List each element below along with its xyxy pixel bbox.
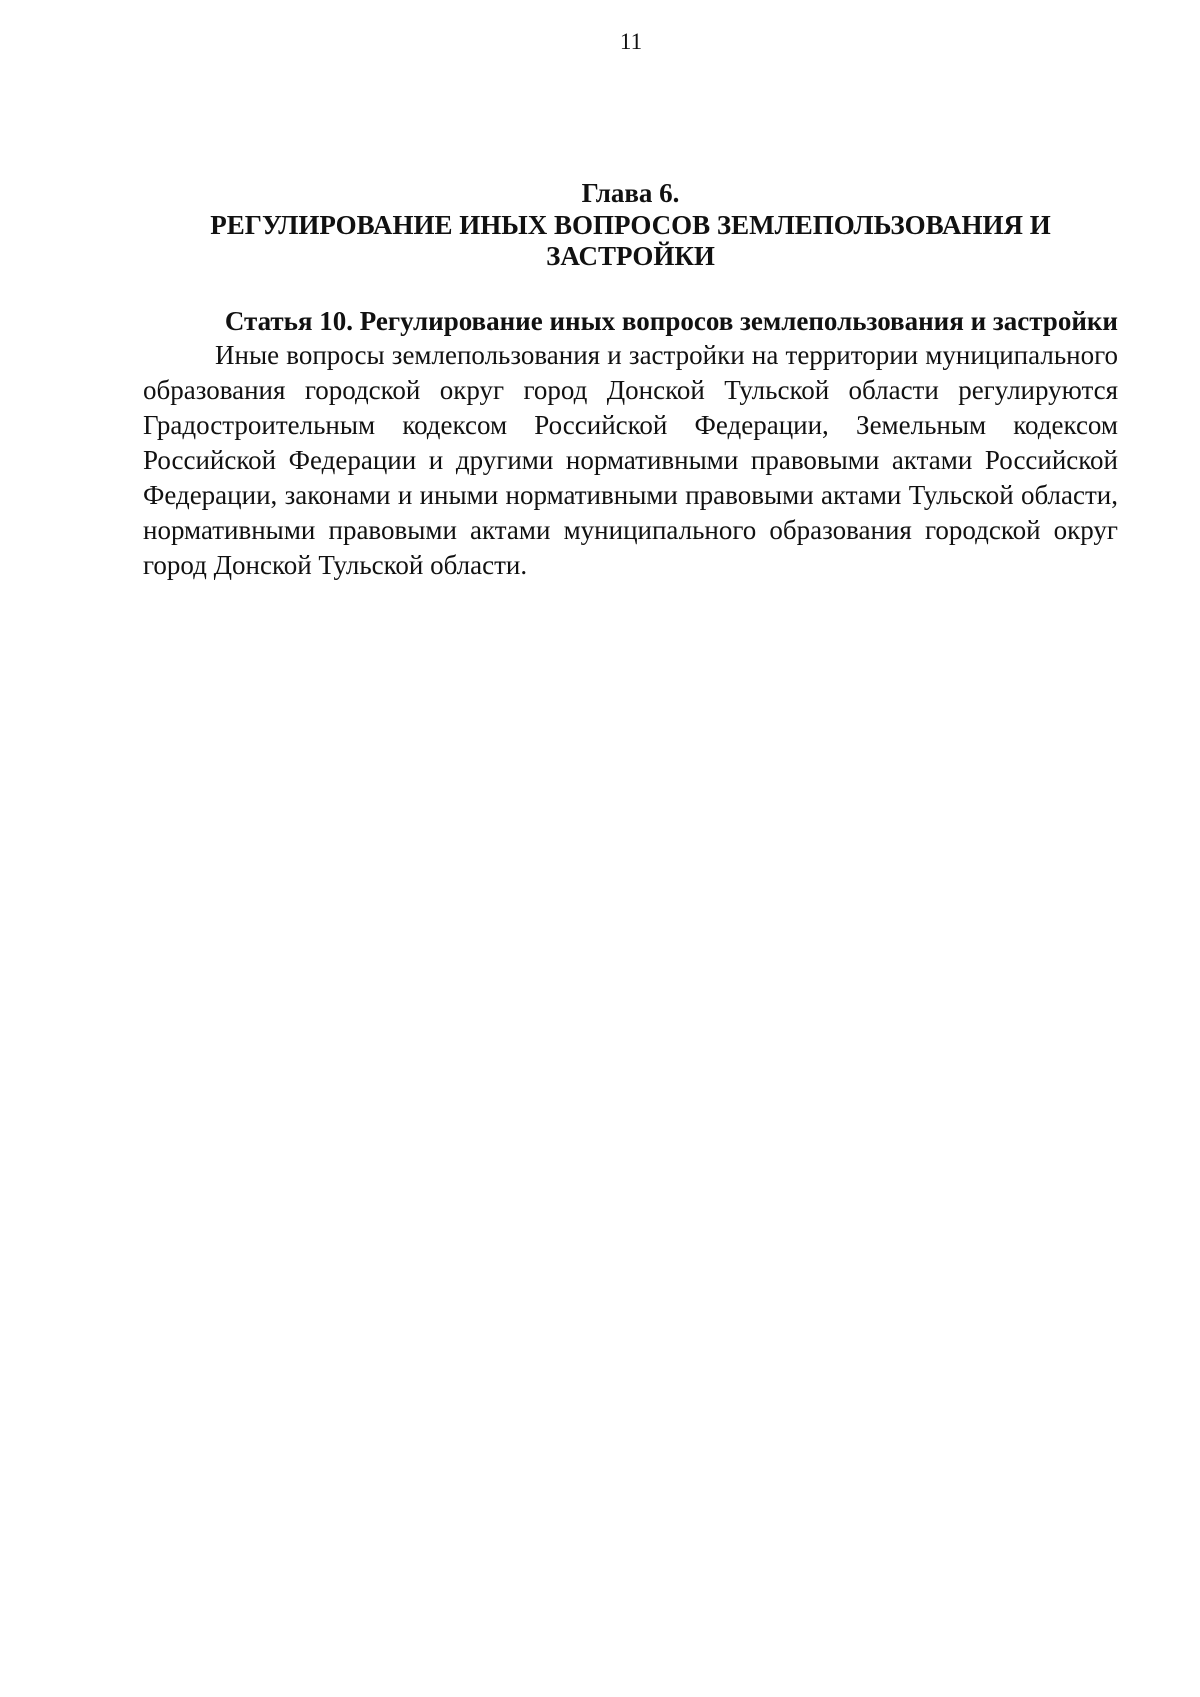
chapter-header bbox=[143, 178, 1118, 272]
page-number: 11 bbox=[619, 29, 643, 54]
chapter-label: Глава 6. bbox=[581, 178, 680, 208]
chapter-title: РЕГУЛИРОВАНИЕ ИНЫХ ВОПРОСОВ ЗЕМЛЕПОЛЬЗОВАНИЯ И ЗАСТРОЙКИ bbox=[210, 210, 1051, 271]
article-heading: Статья 10. Регулирование иных вопросов землепользования и застройки bbox=[224, 306, 1118, 336]
article-body: Иные вопросы землепользования и застройки на территории муниципального образования городской округ город Донской Тульской области регулируются Градостроительным кодексом Российской Федерации, Земельным кодексом Российской Федерации и другими нормативными правовыми актами Российской Федерации, законами и иными нормативными правовыми актами Тульской области, нормативными правовыми актами муниципального образования городской округ город Донской Тульской области. bbox=[143, 340, 1118, 580]
